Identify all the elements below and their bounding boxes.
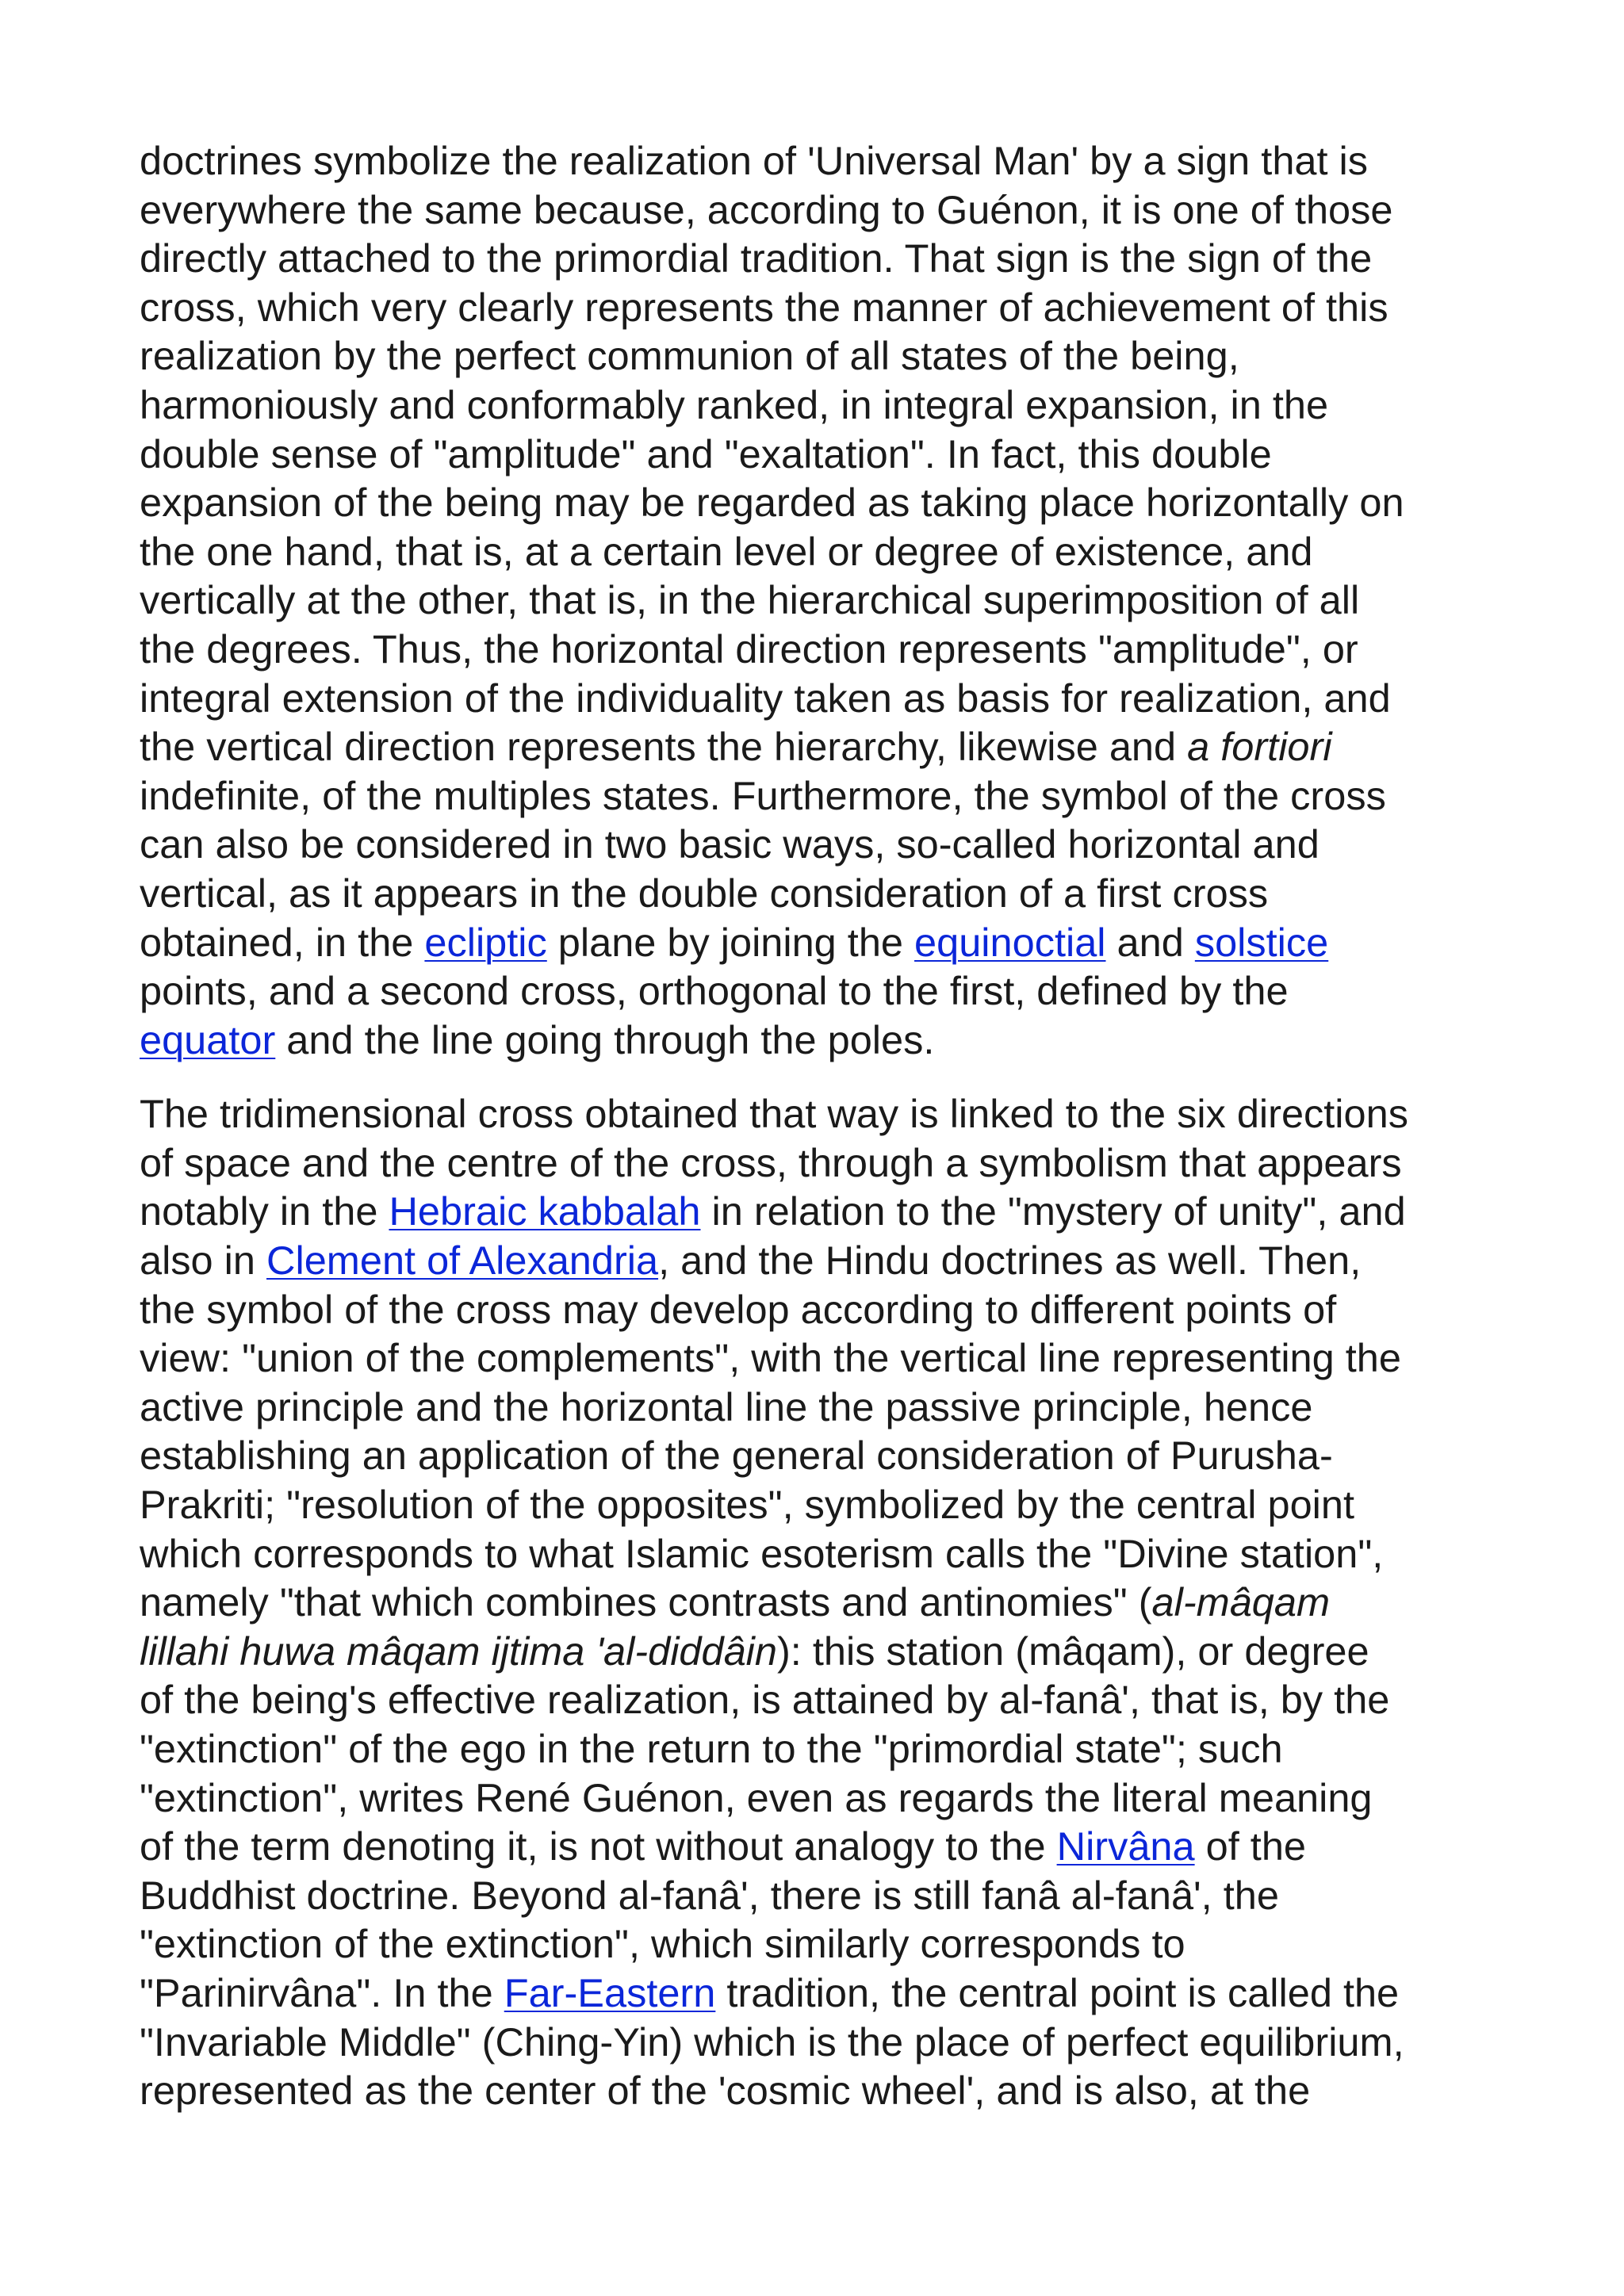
text-line xyxy=(140,283,1503,332)
text-segment: points, and a second cross, orthogonal to the first, defined by the xyxy=(140,968,1289,1014)
text-line xyxy=(140,820,1503,869)
text-segment: plane by joining the xyxy=(546,919,915,965)
text-segment: in relation to the "mystery of unity", and xyxy=(700,1188,1406,1234)
hyperlink[interactable]: equator xyxy=(140,1016,276,1062)
text-line xyxy=(140,1431,1503,1480)
text-line xyxy=(140,1480,1503,1529)
text-segment: and the line going through the poles. xyxy=(275,1016,935,1062)
text-segment: of the xyxy=(1194,1823,1306,1869)
italic-text: al-mâqam xyxy=(1151,1579,1331,1625)
text-line xyxy=(140,966,1503,1016)
text-segment: represented as the center of the 'cosmic wheel', and is also, at the xyxy=(140,2068,1311,2114)
text-segment: The tridimensional cross obtained that way is linked to the six directions xyxy=(140,1091,1408,1137)
text-line xyxy=(140,674,1503,723)
text-segment: notably in the xyxy=(140,1188,389,1234)
text-segment: of space and the centre of the cross, through a symbolism that appears xyxy=(140,1139,1402,1185)
text-segment: expansion of the being may be regarded as taking place horizontally on xyxy=(140,480,1404,526)
text-line xyxy=(140,1383,1503,1432)
text-line xyxy=(140,527,1503,576)
text-segment: the degrees. Thus, the horizontal direction represents "amplitude", or xyxy=(140,626,1358,672)
text-segment: "Invariable Middle" (Ching-Yin) which is the place of perfect equilibrium, xyxy=(140,2019,1404,2064)
text-line xyxy=(140,234,1503,283)
text-line xyxy=(140,1187,1503,1236)
paragraph xyxy=(140,1089,1503,2114)
text-segment: integral extension of the individuality taken as basis for realization, and xyxy=(140,675,1391,721)
text-line xyxy=(140,1138,1503,1188)
text-line xyxy=(140,381,1503,430)
text-segment: of the being's effective realization, is attained by al-fanâ', that is, by the xyxy=(140,1677,1390,1723)
text-segment: and xyxy=(1105,919,1195,965)
text-segment: cross, which very clearly represents the manner of achievement of this xyxy=(140,284,1388,330)
paragraph xyxy=(140,136,1503,1064)
text-segment: realization by the perfect communion of all states of the being, xyxy=(140,333,1239,379)
italic-text: a fortiori xyxy=(1187,724,1332,770)
text-segment: Buddhist doctrine. Beyond al-fanâ', there is still fanâ al-fanâ', the xyxy=(140,1872,1279,1918)
text-segment: "Parinirvâna". In the xyxy=(140,1969,504,2015)
text-line xyxy=(140,1675,1503,1724)
text-line xyxy=(140,722,1503,771)
text-line xyxy=(140,331,1503,381)
text-segment: the symbol of the cross may develop according to different points of xyxy=(140,1286,1337,1332)
text-line xyxy=(140,1016,1503,1065)
text-segment: obtained, in the xyxy=(140,919,425,965)
text-segment: "extinction of the extinction", which similarly corresponds to xyxy=(140,1921,1185,1967)
hyperlink[interactable]: Far-Eastern xyxy=(504,1969,716,2015)
text-segment: doctrines symbolize the realization of 'Universal Man' by a sign that is xyxy=(140,138,1369,183)
hyperlink[interactable]: equinoctial xyxy=(914,919,1106,965)
text-segment: the vertical direction represents the hierarchy, likewise and xyxy=(140,724,1188,770)
text-segment: "extinction" of the ego in the return to the "primordial state"; such xyxy=(140,1726,1283,1771)
text-line xyxy=(140,478,1503,527)
text-line xyxy=(140,136,1503,186)
text-segment: tradition, the central point is called the xyxy=(715,1969,1400,2015)
text-segment: directly attached to the primordial tradition. That sign is the sign of the xyxy=(140,235,1373,281)
text-line xyxy=(140,771,1503,821)
text-segment: the one hand, that is, at a certain level or degree of existence, and xyxy=(140,528,1313,574)
text-segment: indefinite, of the multiples states. Furthermore, the symbol of the cross xyxy=(140,772,1386,818)
text-line xyxy=(140,1969,1503,2018)
text-line xyxy=(140,1236,1503,1285)
text-segment: ): this station (mâqam), or degree xyxy=(776,1628,1369,1674)
text-line xyxy=(140,918,1503,967)
text-segment: namely "that which combines contrasts and antinomies" ( xyxy=(140,1579,1152,1625)
text-line xyxy=(140,869,1503,918)
text-segment: vertical, as it appears in the double consideration of a first cross xyxy=(140,870,1269,916)
text-segment: can also be considered in two basic ways, so-called horizontal and xyxy=(140,821,1320,867)
italic-text: lillahi huwa mâqam ijtima 'al-diddâin xyxy=(140,1628,777,1674)
hyperlink[interactable]: Nirvâna xyxy=(1056,1823,1195,1869)
text-segment: which corresponds to what Islamic esoterism calls the "Divine station", xyxy=(140,1530,1384,1576)
text-line xyxy=(140,1578,1503,1627)
text-line xyxy=(140,1774,1503,1823)
text-segment: Prakriti; "resolution of the opposites", symbolized by the central point xyxy=(140,1482,1354,1528)
text-segment: vertically at the other, that is, in the hierarchical superimposition of all xyxy=(140,577,1360,623)
text-segment: also in xyxy=(140,1238,267,1284)
text-line xyxy=(140,1724,1503,1774)
hyperlink[interactable]: Hebraic kabbalah xyxy=(389,1188,701,1234)
hyperlink[interactable]: Clement of Alexandria xyxy=(266,1238,659,1284)
text-segment: establishing an application of the general consideration of Purusha- xyxy=(140,1433,1333,1479)
text-segment: harmoniously and conformably ranked, in integral expansion, in the xyxy=(140,381,1329,427)
text-line xyxy=(140,1822,1503,1871)
hyperlink[interactable]: solstice xyxy=(1194,919,1329,965)
document-page xyxy=(140,136,1503,2115)
text-line xyxy=(140,1529,1503,1578)
text-segment: , and the Hindu doctrines as well. Then, xyxy=(658,1238,1362,1284)
hyperlink[interactable]: ecliptic xyxy=(424,919,547,965)
text-line xyxy=(140,1627,1503,1676)
text-segment: view: "union of the complements", with the vertical line representing the xyxy=(140,1335,1401,1381)
text-line xyxy=(140,1334,1503,1383)
text-line xyxy=(140,1919,1503,1969)
text-line xyxy=(140,430,1503,479)
text-line xyxy=(140,576,1503,625)
text-segment: of the term denoting it, is not without analogy to the xyxy=(140,1823,1057,1869)
text-line xyxy=(140,2018,1503,2067)
text-line xyxy=(140,625,1503,674)
text-line xyxy=(140,2066,1503,2115)
text-line xyxy=(140,186,1503,235)
text-segment: "extinction", writes René Guénon, even as regards the literal meaning xyxy=(140,1774,1373,1820)
text-line xyxy=(140,1285,1503,1334)
text-line xyxy=(140,1089,1503,1138)
text-line xyxy=(140,1871,1503,1920)
text-segment: everywhere the same because, according to Guénon, it is one of those xyxy=(140,186,1393,232)
text-segment: double sense of "amplitude" and "exaltation". In fact, this double xyxy=(140,430,1272,476)
text-segment: active principle and the horizontal line the passive principle, hence xyxy=(140,1383,1313,1429)
